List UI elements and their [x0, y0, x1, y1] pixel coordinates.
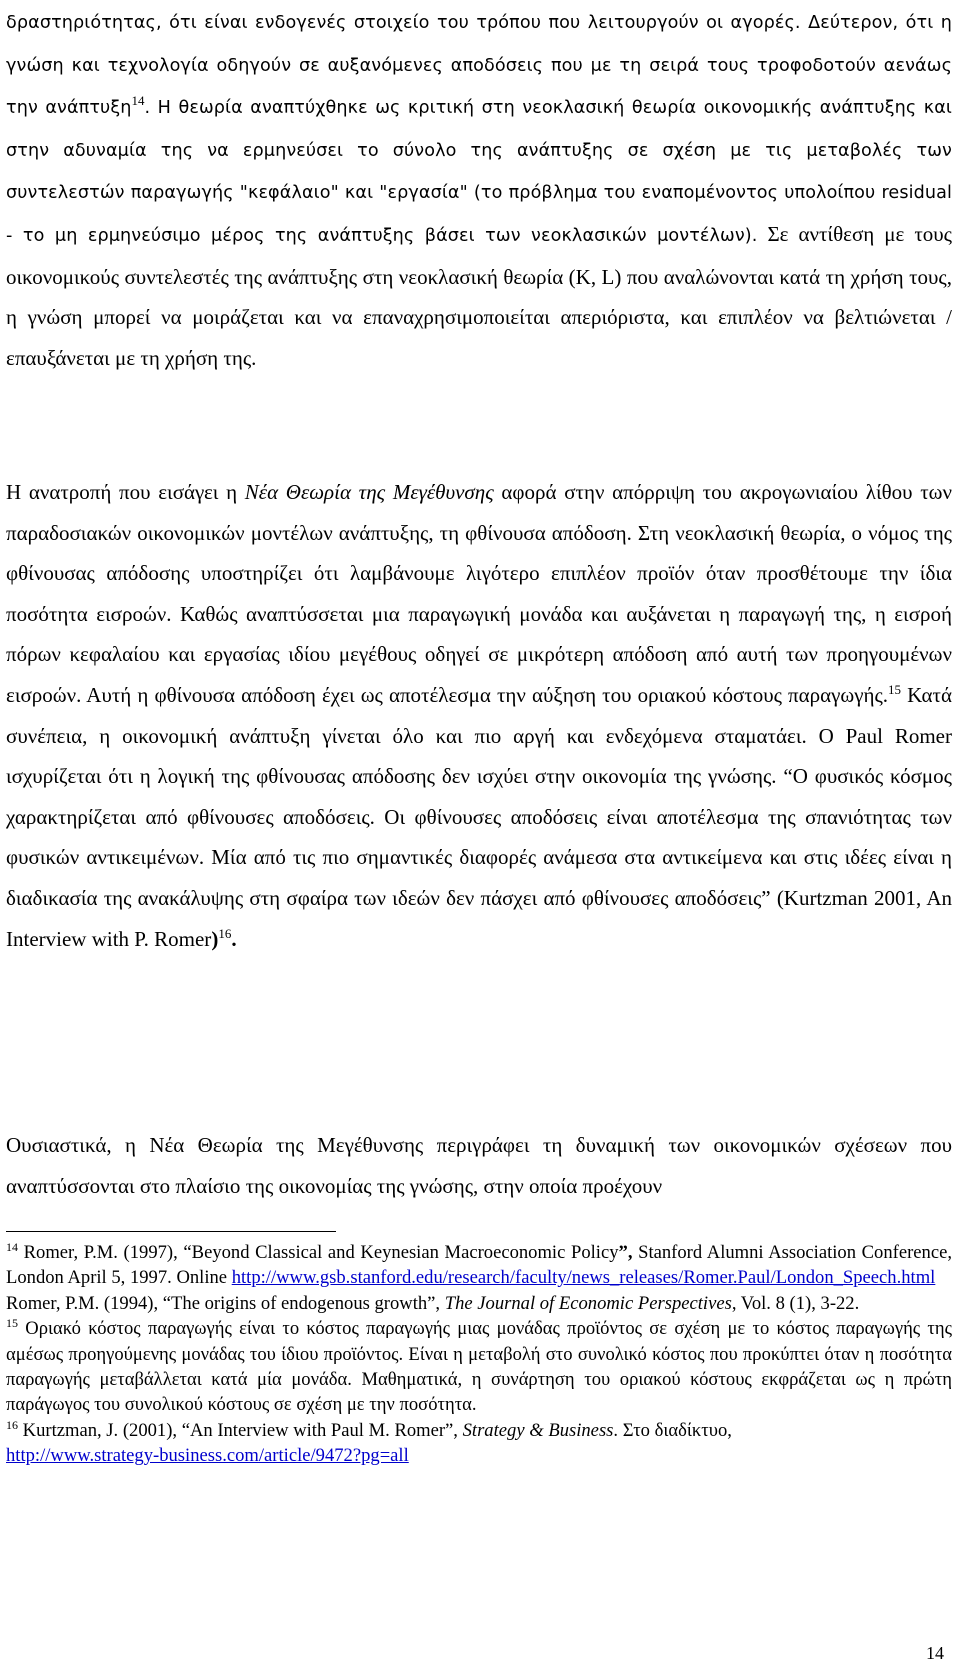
italic-term: Νέα Θεωρία της Μεγέθυνσης [244, 480, 494, 504]
publication-title: Strategy & Business [462, 1419, 614, 1441]
paragraph-text: Κατά συνέπεια, η οικονομική ανάπτυξη γίνεται όλο και πιο αργή και ενδεχόμενα σταματάει. Ο Paul Romer ισχυρίζεται ότι η λογική της φθίνουσας απόδοσης δεν ισχύει στην οικονομία της γνώσης. “Ο φυσικός κόσμος χαρακτηρίζεται από φθίνουσες αποδόσεις. Οι φθίνουσες αποδόσεις είναι αποτέλεσμα της σπανιότητας των φυσικών αντικειμένων. Μία από τις πιο σημαντικές διαφορές ανάμεσα στα αντικείμενα και στις ιδέες είναι η διαδικασία της ανακάλυψης στη σφαίρα των ιδεών δεν πάσχει από φθίνουσες αποδόσεις” (Kurtzman 2001, An Interview with P. Romer [6, 682, 952, 951]
footnote-number: 16 [6, 1417, 18, 1432]
footnote-text: . Στο διαδίκτυο, [613, 1419, 732, 1441]
footnote-14 [6, 1240, 952, 1316]
bold-period: . [231, 926, 237, 951]
footnote-16 [6, 1418, 952, 1469]
footnote-text: , Vol. 8 (1), 3-22. [731, 1292, 860, 1314]
paragraph-text: Σε αντίθεση με τους οικονομικούς συντελεστές της ανάπτυξης στη νεοκλασική θεωρία (K, L) που αναλώνονται κατά τη χρήση τους, η γνώση μπορεί να μοιράζεται και να επαναχρησιμοποιείται απεριόριστα, και επιπλέον να βελτιώνεται / επαυξάνεται με τη χρήση της. [6, 221, 953, 370]
paragraph-text: Ουσιαστικά, η Νέα Θεωρία της Μεγέθυνσης περιγράφει τη δυναμική των οικονομικών σχέσεων που αναπτύσσονται στο πλαίσιο της οικονομίας της γνώσης, στην οποία προέχουν [6, 1133, 952, 1198]
paragraph-text: αφορά στην απόρριψη του ακρογωνιαίου λίθου των παραδοσιακών οικονομικών μοντέλων ανάπτυξης, τη φθίνουσα απόδοση. Στη νεοκλασική θεωρία, ο νόμος της φθίνουσας απόδοσης υποστηρίζει ότι λαμβάνουμε λιγότερο επιπλέον προϊόν όταν προσθέτουμε την ίδια ποσότητα εισροών. Καθώς αναπτύσσεται μια παραγωγική μονάδα και αυξάνεται η παραγωγή της, η εισροή πόρων κεφαλαίου και εργασίας ιδίου μεγέθους οδηγεί σε μικρότερη απόδοση από αυτή των προηγουμένων εισροών. Αυτή η φθίνουσα απόδοση έχει ως αποτέλεσμα την αύξηση του οριακού κόστους παραγωγής. [6, 480, 952, 707]
footnote-link-stanford[interactable]: http://www.gsb.stanford.edu/research/faculty/news_releases/Romer.Paul/London_Speech.html [231, 1267, 936, 1289]
paragraph-summary [6, 1125, 952, 1206]
footnote-text: Romer, P.M. (1994), “The origins of endogenous growth”, [6, 1292, 445, 1314]
footnote-number: 14 [6, 1240, 18, 1254]
footnote-separator [6, 1231, 336, 1232]
footnotes [6, 1240, 952, 1469]
footnote-ref-14: 14 [131, 93, 145, 109]
bold-paren: ) [211, 926, 219, 951]
footnote-15 [6, 1316, 952, 1418]
paragraph-endogenous-growth [6, 1, 952, 378]
journal-title: The Journal of Economic Perspectives [444, 1292, 732, 1314]
footnote-text: Romer, P.M. (1997), “Beyond Classical and Keynesian Macroeconomic Policy [18, 1242, 619, 1263]
footnote-bold: ”, [618, 1242, 633, 1263]
paragraph-new-growth-theory [6, 472, 952, 959]
footnote-text: Οριακό κόστος παραγωγής είναι το κόστος παραγωγής μιας μονάδας προϊόντος σε σχέση με το κόστος παραγωγής της αμέσως προηγούμενης μονάδας του ίδιου προϊόντος. Είναι η μεταβολή στο συνολικό κόστος που προκύπτει όταν η ποσότητα παραγωγής μεταβάλλεται κατά μία μονάδα. Μαθηματικά, η συνάρτηση του οριακού κόστους εκφράζεται ως η πρώτη παράγωγος του συνολικού κόστους σε σχέση με την ποσότητα. [6, 1318, 952, 1416]
footnote-number: 15 [6, 1316, 18, 1331]
footnote-text: Kurtzman, J. (2001), “An Interview with Paul M. Romer”, [18, 1419, 463, 1441]
footnote-ref-15: 15 [888, 681, 902, 697]
paragraph-text: Η ανατροπή που εισάγει η [6, 480, 245, 504]
footnote-link-strategy-business[interactable]: http://www.strategy-business.com/article/9472?pg=all [6, 1445, 409, 1467]
footnote-ref-16: 16 [218, 925, 232, 941]
paragraph-text: . Η θεωρία αναπτύχθηκε ως κριτική στη νεοκλασική θεωρία οικονομικής ανάπτυξης και στην αδυναμία της να ερμηνεύσει το σύνολο της ανάπτυξης σε σχέση με τις μεταβολές των συντελεστών παραγωγής "κεφάλαιο" και "εργασία" (το πρόβλημα του εναπομένοντος υπολοίπου residual - το μη ερμηνεύσιμο μέρος της ανάπτυξης βάσει των νεοκλασικών μοντέλων). [6, 98, 952, 246]
footnote-text: Stanford Alumni Association Conference, London April 5, 1997. Online [6, 1242, 952, 1289]
paragraph-text: δραστηριότητας, ότι είναι ενδογενές στοιχείο του τρόπου που λειτουργούν οι αγορές. Δεύτερον, ότι η γνώση και τεχνολογία οδηγούν σε αυξανόμενες αποδόσεις που με τη σειρά τους τροφοδοτούν αενάως την ανάπτυξη [6, 13, 952, 119]
page-number: 14 [926, 1643, 944, 1663]
